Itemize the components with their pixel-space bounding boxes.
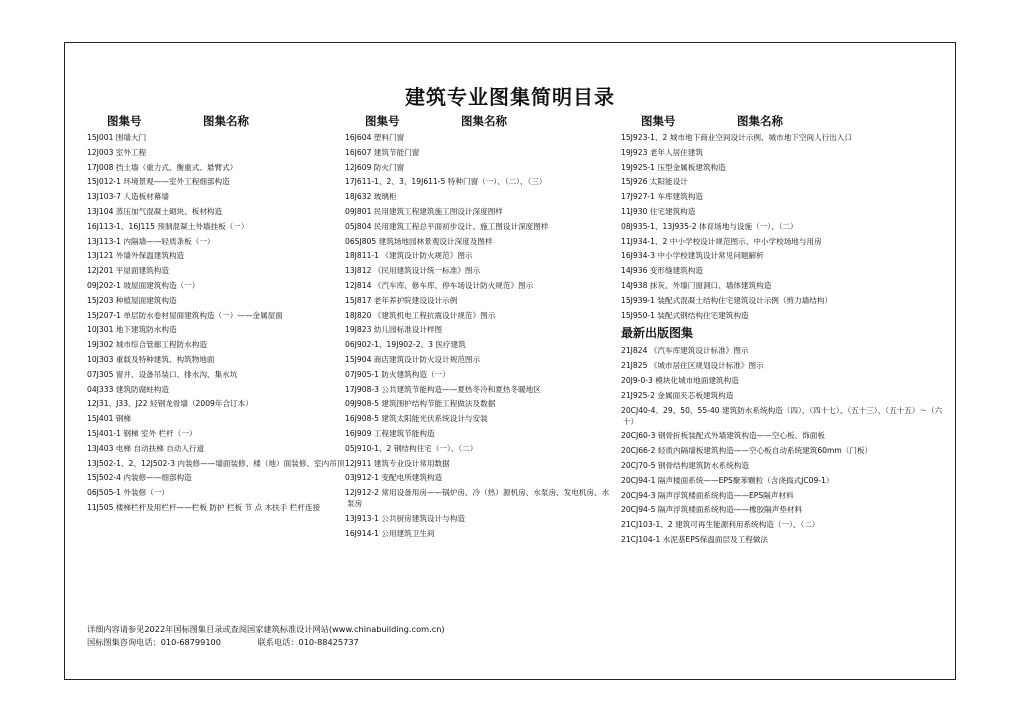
header-atlas-number: 图集号: [641, 114, 676, 128]
catalog-entry: 18J632 玻璃柜: [345, 192, 397, 202]
catalog-entry: 18J811-1 《建筑设计防火规范》图示: [345, 251, 473, 261]
catalog-entry: 12J31、J33、J22 轻钢龙骨墙（2009年合订本）: [87, 399, 253, 409]
catalog-entry: 13J121 外墙外保温建筑构造: [87, 251, 185, 261]
catalog-entry: 06SJ805 建筑场地园林景观设计深度及图样: [345, 236, 493, 246]
catalog-entry: 21J925-2 金属面夹芯板建筑构造: [621, 390, 734, 400]
catalog-entry: 07J305 窗井、设备吊装口、排水沟、集水坑: [87, 369, 238, 379]
column-header: [345, 113, 615, 129]
catalog-entry: 13J913-1 公共厨房建筑设计与构造: [345, 513, 465, 523]
catalog-entry: 20CJ94-1 隔声楼面系统——EPS聚苯颗粒（含浇捣式JC09-1）: [621, 475, 834, 485]
column-header: [87, 113, 347, 129]
catalog-entry: 03J912-1 变配电所建筑构造: [345, 473, 443, 483]
catalog-entry: 13J502-1、2、12J502-3 内装修——墙面装修、楼（地）面装修、室内吊顶: [87, 458, 345, 468]
catalog-entry: 21CJ104-1 水泥基EPS保温面层及工程做法: [621, 534, 769, 544]
catalog-entry: 10J303 重载及特种建筑、构筑物地面: [87, 354, 215, 364]
catalog-entry: 15J923-1、2 城市地下商业空间设计示例、城市地下空间人行出入口: [621, 133, 853, 142]
entry-list: [345, 132, 615, 539]
catalog-entry: 12J003 室外工程: [87, 147, 147, 157]
catalog-entry: 06J505-1 外装修（一）: [87, 488, 169, 498]
catalog-entry: 09J801 民用建筑工程建筑施工图设计深度图样: [345, 206, 503, 216]
catalog-column-3: [621, 113, 943, 549]
catalog-entry: 16J914-1 公用建筑卫生间: [345, 528, 435, 538]
catalog-entry: 16J607 建筑节能门窗: [345, 147, 420, 157]
catalog-entry: 14J938 抹灰、外墙门窗洞口、墙体建筑构造: [621, 280, 772, 290]
catalog-entry: 20CJ66-2 轻质内隔墙板建筑构造——空心板自动系统建筑60mm（门板）: [621, 446, 873, 456]
header-atlas-number: 图集号: [365, 114, 400, 128]
catalog-entry: 10J301 地下建筑防水构造: [87, 325, 177, 335]
catalog-entry: 20CJ40-4、29、50、55-40 建筑防水系统构造（四）、（四十七）、（五十三）、（五十五）～（六十）: [621, 405, 943, 426]
header-atlas-name: 图集名称: [461, 114, 508, 128]
catalog-entry: 16J909 工程建筑节能构造: [345, 428, 435, 438]
footer-contact: [87, 636, 727, 649]
entry-list: [87, 132, 347, 513]
new-releases-list: [621, 345, 943, 545]
catalog-entry: 13J403 电梯 自动扶梯 自动人行道: [87, 443, 205, 453]
catalog-entry: 20CJ94-5 隔声浮筑楼面系统构造——橡胶隔声垫材料: [621, 505, 803, 515]
catalog-entry: 19J925-1 压型金属板建筑构造: [621, 162, 726, 172]
catalog-entry: 20J9-0-3 模块化城市地面建筑构造: [621, 375, 739, 385]
new-releases-heading: 最新出版图集: [621, 326, 694, 341]
catalog-entry: 09J908-5 建筑围护结构节能工程做法及数据: [345, 399, 496, 409]
catalog-entry: 08J935-1、13J935-2 体育场地与设施（一）、（二）: [621, 221, 798, 231]
catalog-entry: 07J905-1 防火建筑构造（一）: [345, 369, 450, 379]
catalog-entry: 15J207-1 单层防水卷材屋面建筑构造（一）——金属屋面: [87, 310, 283, 320]
catalog-entry: 05J804 民用建筑工程总平面初步设计、施工图设计深度图样: [345, 221, 549, 231]
catalog-entry: 17J908-3 公共建筑节能构造——夏热冬冷和夏热冬暖地区: [345, 384, 541, 394]
catalog-entry: 21CJ103-1、2 建筑可再生能源利用系统构造（一）、（二）: [621, 520, 820, 530]
catalog-entry: 15J203 种植屋面建筑构造: [87, 295, 177, 305]
catalog-entry: 15J001 围墙大门: [87, 133, 147, 142]
catalog-entry: 13J104 蒸压加气混凝土砌块、板材构造: [87, 206, 223, 216]
catalog-entry: 13J812 《民用建筑设计统一标准》图示: [345, 266, 481, 276]
catalog-entry: 09J202-1 坡屋面建筑构造（一）: [87, 280, 200, 290]
footer-hotline: 国标图集咨询电话：010-68799100: [87, 637, 221, 647]
catalog-entry: 18J820 《建筑机电工程抗震设计规范》图示: [345, 310, 496, 320]
catalog-entry: 15J817 老年养护院建设设计示例: [345, 295, 458, 305]
catalog-entry: 19J923 老年人居住建筑: [621, 147, 703, 157]
entry-list: [621, 132, 943, 321]
catalog-entry: 15J401 钢梯: [87, 414, 131, 424]
header-atlas-name: 图集名称: [203, 114, 250, 128]
catalog-entry: 16J908-5 建筑太阳能光伏系统设计与安装: [345, 414, 488, 424]
catalog-column-2: [345, 113, 615, 543]
catalog-entry: 16J604 塑料门窗: [345, 133, 405, 142]
catalog-entry: 12J201 平屋面建筑构造: [87, 266, 169, 276]
catalog-entry: 15J926 太阳能设计: [621, 177, 688, 187]
page-title: 建筑专业图集简明目录: [405, 85, 615, 109]
catalog-entry: 21J825 《城市居住区规划设计标准》图示: [621, 361, 764, 371]
catalog-entry: 19J302 城市综合管廊工程防水构造: [87, 340, 207, 350]
catalog-entry: 16J113-1、16J115 预制混凝土外墙挂板（一）: [87, 221, 249, 231]
catalog-entry: 21J824 《汽车库建筑设计标准》图示: [621, 346, 749, 356]
catalog-entry: 05J910-1、2 钢结构住宅（一）、（二）: [345, 443, 478, 453]
catalog-entry: 15J950-1 装配式钢结构住宅建筑构造: [621, 310, 749, 320]
catalog-entry: 17J927-1 车库建筑构造: [621, 192, 703, 202]
catalog-sheet: [64, 42, 956, 680]
catalog-entry: 13J103-7 人造板材幕墙: [87, 192, 169, 202]
catalog-entry: 11J934-1、2 中小学校设计规范图示、中小学校场地与用房: [621, 236, 822, 246]
catalog-entry: 12J911 建筑专业设计常用数据: [345, 458, 450, 468]
catalog-entry: 13J113-1 内隔墙——轻质条板（一）: [87, 236, 215, 246]
catalog-entry: 15J904 商店建筑设计防火设计规范图示: [345, 354, 481, 364]
catalog-entry: 11J930 住宅建筑构造: [621, 206, 696, 216]
catalog-entry: 15J401-1 钢梯 室外 栏杆（一）: [87, 428, 197, 438]
catalog-entry: 17J008 挡土墙（重力式、衡重式、悬臂式）: [87, 162, 238, 172]
catalog-entry: 11J505 楼梯栏杆及用栏杆——栏板 防护 栏板 节 点 木扶手 栏杆连接: [87, 502, 321, 512]
catalog-entry: 04J333 建筑防腐蛀构造: [87, 384, 169, 394]
column-header: [621, 113, 943, 129]
catalog-entry: 19J823 幼儿园标准设计样图: [345, 325, 443, 335]
footer-info-line: 详细内容请参见2022年国标图集目录或查阅国家建筑标准设计网站(www.chinabuilding.com.cn): [87, 624, 445, 634]
catalog-entry: 15J012-1 环境景观——室外工程细部构造: [87, 177, 230, 187]
catalog-entry: 16J934-3 中小学校建筑设计常见问题解析: [621, 251, 764, 261]
footer: [87, 623, 727, 649]
catalog-entry: 06J902-1、19J902-2、3 医疗建筑: [345, 340, 466, 350]
header-atlas-number: 图集号: [107, 114, 142, 128]
catalog-column-1: [87, 113, 347, 517]
catalog-entry: 12J912-2 常用设备用房——锅炉房、冷（热）源机房、水泵房、发电机房、水泵房: [345, 488, 610, 509]
catalog-entry: 15J939-1 装配式混凝土结构住宅建筑设计示例（剪力墙结构）: [621, 295, 833, 305]
catalog-entry: 12J814 《汽车库、修车库、停车场设计防火规范》图示: [345, 280, 534, 290]
catalog-entry: 20CJ94-3 隔声浮筑楼面系统构造——EPS隔声材料: [621, 490, 794, 500]
catalog-entry: 14J936 变形缝建筑构造: [621, 266, 703, 276]
catalog-entry: 20CJ70-5 钢骨结构建筑防水系统构造: [621, 460, 749, 470]
catalog-entry: 15J502-4 内装修——细部构造: [87, 473, 192, 483]
catalog-entry: 17J611-1、2、3、19J611-5 特种门窗（一）、（二）、（三）: [345, 177, 547, 187]
catalog-entry: 20CJ60-3 钢骨折板装配式外墙建筑构造——空心板、饰面板: [621, 431, 825, 441]
catalog-entry: 12J609 防火门窗: [345, 162, 405, 172]
header-atlas-name: 图集名称: [737, 114, 784, 128]
footer-phone: 联系电话：010-88425737: [257, 637, 359, 647]
